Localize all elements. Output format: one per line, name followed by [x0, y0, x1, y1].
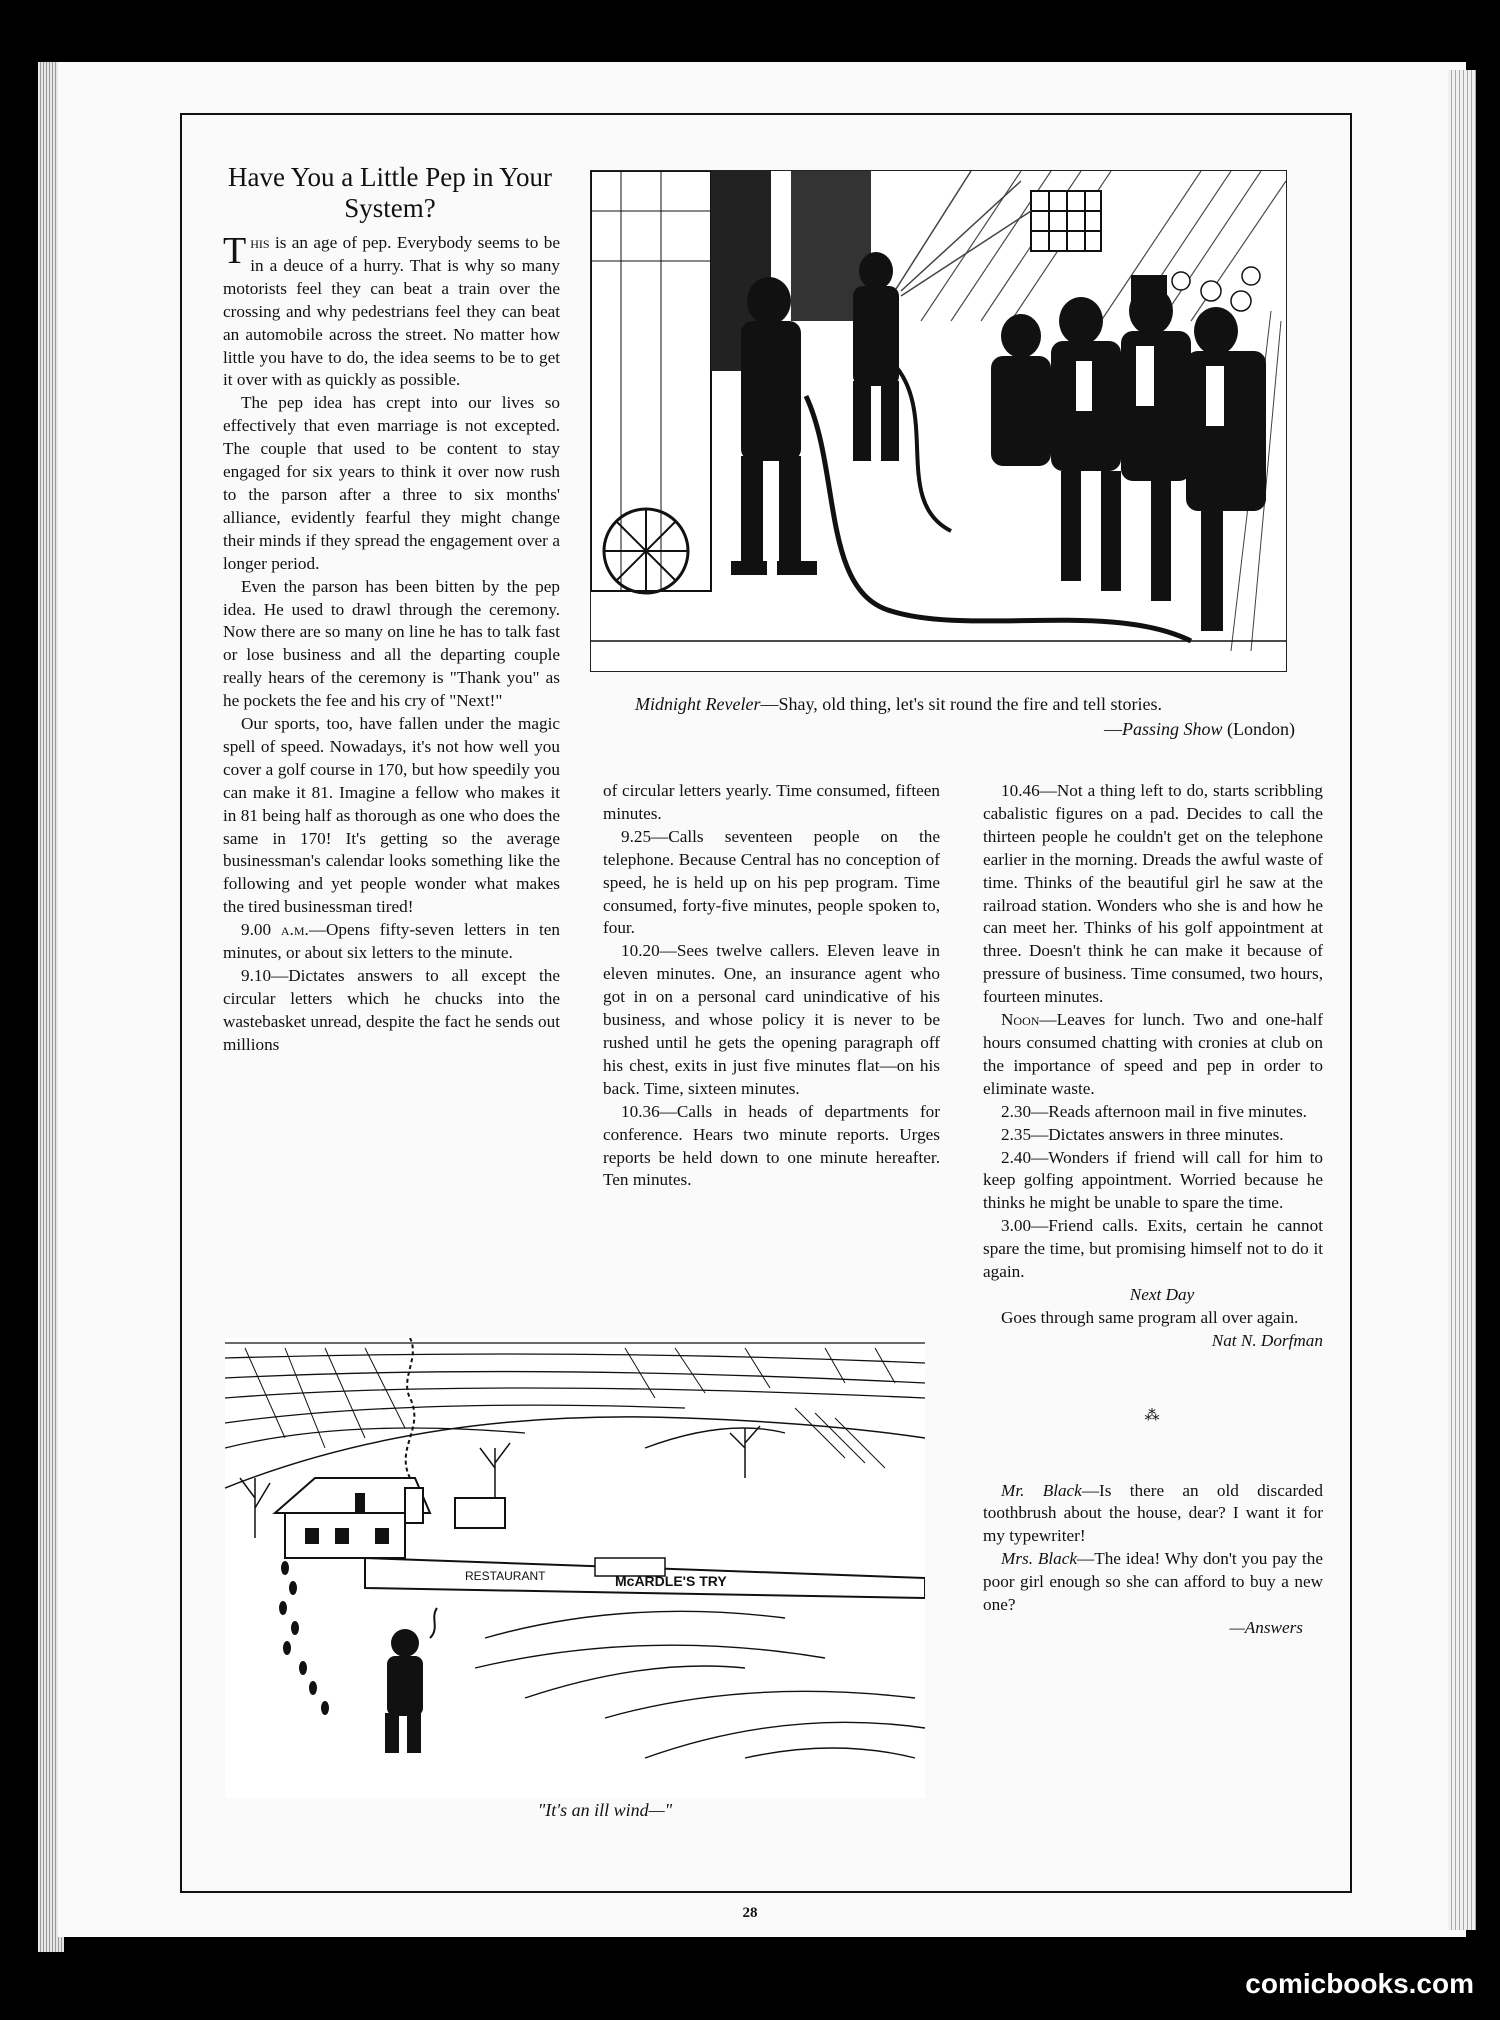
paragraph — [223, 232, 560, 392]
bottom-illustration-caption: "It's an ill wind—" — [537, 1800, 673, 1820]
paragraph: 2.40—Wonders if friend will call for him to keep golfing appointment. Worried because he thinks he might be unable to spare the time. — [983, 1147, 1323, 1213]
paragraph: Goes through same program all over again. — [1001, 1307, 1299, 1327]
paragraph: of circular letters yearly. Time consumed, fifteen minutes. — [603, 781, 940, 823]
paragraph: Our sports, too, have fallen under the magic spell of speed. Nowadays, it's not how well you cover a golf course in 170, but how speedily you can make it 81. Imagine a fellow who makes it in 81 being half as thorough as one who does the same in 170! It's getting so the average businessman's calendar looks something like the following and yet people wonder what makes the tired businessman tired! — [223, 714, 560, 917]
paragraph — [223, 919, 560, 965]
fence-sign-text: McARDLE'S TRY — [615, 1573, 727, 1589]
paragraph — [983, 1009, 1323, 1101]
watermark-logo: comicbooks.com — [1245, 1968, 1474, 1999]
joke-source: —Answers — [1229, 1618, 1303, 1637]
caption-speaker: Midnight Reveler — [635, 694, 761, 714]
ampm-label: a.m. — [280, 920, 309, 940]
article-title: Have You a Little Pep in Your System? — [227, 162, 552, 223]
joke-text: —The idea! Why don't you pay the poor girl enough so she can afford to buy a new one? — [983, 1549, 1323, 1615]
smallcaps-lead: his — [250, 233, 270, 252]
illustration-ill-wind — [225, 1338, 925, 1798]
joke-text: —Is there an old discarded toothbrush about the house, dear? I want it for my typewriter! — [983, 1480, 1323, 1546]
caption-source — [635, 717, 1305, 742]
caption-publication: Passing Show — [1122, 719, 1223, 739]
article-column-2 — [603, 780, 940, 1192]
snowy-house-scene-drawing — [225, 1338, 925, 1798]
paragraph: 10.36—Calls in heads of departments for conference. Hears two minute reports. Urges reports be held down to one minute hereafter. Ten minutes. — [603, 1101, 940, 1190]
joke-paragraph — [983, 1548, 1323, 1617]
caption-place: (London) — [1222, 719, 1295, 739]
book-page-edge-right — [1448, 70, 1476, 1930]
caption-text: —Shay, old thing, let's sit round the fire and tell stories. — [760, 694, 1162, 714]
paragraph-text: —Opens fifty-seven letters in ten minutes, or about six letters to the minute. — [223, 920, 560, 963]
paragraph: 10.46—Not a thing left to do, starts scribbling cabalistic figures on a pad. Decides to call the thirteen people he couldn't get on the telephone earlier in the morning. Dreads the awful waste of time. Thinks of the beautiful girl he saw at the railroad station. Wonders who she is and how he can meet her. Thinks of his golf appointment at three. Doesn't think he can make it because of pressure of business. Time consumed, two hours, fourteen minutes. — [983, 781, 1323, 1007]
section-separator: ⁂ — [1144, 1407, 1162, 1424]
drop-cap: T — [223, 230, 247, 272]
joke-speaker: Mrs. Black — [1001, 1549, 1078, 1569]
page-number: 28 — [742, 1905, 758, 1921]
article-column-3 — [983, 780, 1323, 1640]
caption-dash: — — [1104, 719, 1122, 739]
paragraph: 2.35—Dictates answers in three minutes. — [1001, 1124, 1284, 1144]
next-day-heading: Next Day — [1129, 1284, 1195, 1304]
top-illustration-caption — [635, 692, 1305, 742]
fire-hose-scene-drawing — [591, 171, 1286, 671]
paragraph: 2.30—Reads afternoon mail in five minutes. — [1001, 1101, 1307, 1121]
time-label: 9.00 — [241, 920, 272, 940]
paragraph: 10.20—Sees twelve callers. Eleven leave in eleven minutes. One, an insurance agent who got in on a personal card unindicative of his business, and whose policy it is never to be rushed until he gets the opening paragraph off his chest, exits in just five minutes flat—on his back. Time, sixteen minutes. — [603, 941, 940, 1098]
joke-paragraph — [983, 1480, 1323, 1549]
joke-speaker: Mr. Black — [1001, 1480, 1082, 1500]
fence-sign-text-2: RESTAURANT — [465, 1569, 546, 1583]
paragraph-text: —Leaves for lunch. Two and one-half hours consumed chatting with cronies at club on the importance of speed and pep in order to eliminate waste. — [983, 1010, 1323, 1098]
paragraph: 9.10—Dictates answers to all except the circular letters which he chucks into the wastebasket unread, despite the fact he sends out millions — [223, 966, 560, 1054]
paragraph: Even the parson has been bitten by the pep idea. He used to drawl through the ceremony. Now there are so many on line he has to talk fast or lose business and all the departing couple really hears of the ceremony is "Thank you" as he pockets the fee and his cry of "Next!" — [223, 576, 560, 711]
author-byline: Nat N. Dorfman — [1211, 1330, 1323, 1350]
paragraph: 3.00—Friend calls. Exits, certain he cannot spare the time, but promising himself not to do it again. — [983, 1216, 1323, 1282]
caption-line-1 — [635, 692, 1305, 717]
illustration-midnight-reveler — [590, 170, 1287, 672]
paragraph: 9.25—Calls seventeen people on the telephone. Because Central has no conception of speed, he is held up on his pep program. Time consumed, forty-five minutes, people spoken to, four. — [603, 826, 940, 938]
paragraph: The pep idea has crept into our lives so effectively that even marriage is not excepted. The couple that used to be content to stay engaged for six years to think it over now rush to the parson after a three to six months' alliance, evidently fearful they might change their minds if they spread the engagement over a longer period. — [223, 393, 560, 573]
article-column-1 — [223, 232, 560, 1057]
paragraph-text: is an age of pep. Everybody seems to be in a deuce of a hurry. That is why so many motorists feel they can beat a train over the crossing and why pedestrians feel they can beat an automobile across the street. No matter how little you have to do, the idea seems to be to get it over with as quickly as possible. — [223, 233, 560, 390]
smallcaps-lead: Noon — [1001, 1010, 1040, 1030]
